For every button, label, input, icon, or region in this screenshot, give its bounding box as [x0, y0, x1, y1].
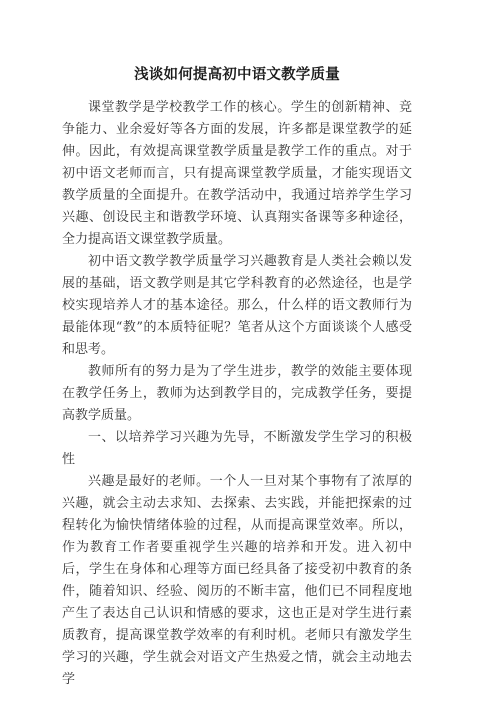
- paragraph-2: 初中语文教学教学质量学习兴趣教育是人类社会赖以发展的基础，语文教学则是其它学科教育的必然途径，也是学校实现培养人才的基本途径。那么，什么样的语文教师行为最能体现“教”的本质特征呢？笔者从这个方面谈谈个人感受和思考。: [62, 254, 412, 357]
- document-title: 浅谈如何提高初中语文教学质量: [134, 66, 340, 83]
- paragraph-3: 教师所有的努力是为了学生进步，教学的效能主要体现在教学任务上，教师为达到教学目的，完成教学任务，要提高教学质量。: [62, 364, 412, 423]
- paragraph-4: 兴趣是最好的老师。一个人一旦对某个事物有了浓厚的兴趣，就会主动去求知、去探索、去实践，并能把探索的过程转化为愉快情绪体验的过程，从而提高课堂效率。所以，作为教育工作者要重视学生兴趣的培养和开发。进入初中后，学生在身体和心理等方面已经具备了接受初中教育的条件，随着知识、经验、阅历的不断丰富，他们已不同程度地产生了表达自己认识和情感的要求，这也正是对学生进行素质教育，提高课堂教学效率的有利时机。老师只有激发学生学习的兴趣，学生就会对语文产生热爱之情，就会主动地去学: [62, 474, 412, 687]
- paragraph-1: 课堂教学是学校教学工作的核心。学生的创新精神、竞争能力、业余爱好等各方面的发展，许多都是课堂教学的延伸。因此，有效提高课堂教学质量是教学工作的重点。对于初中语文老师而言，只有提高课堂教学质量，才能实现语文教学质量的全面提升。在教学活动中，我通过培养学生学习兴趣、创设民主和谐教学环境、认真翔实备课等多种途径，全力提高语文课堂教学质量。: [62, 100, 412, 247]
- section-heading-1: 一、以培养学习兴趣为先导，不断激发学生学习的积极性: [62, 430, 412, 467]
